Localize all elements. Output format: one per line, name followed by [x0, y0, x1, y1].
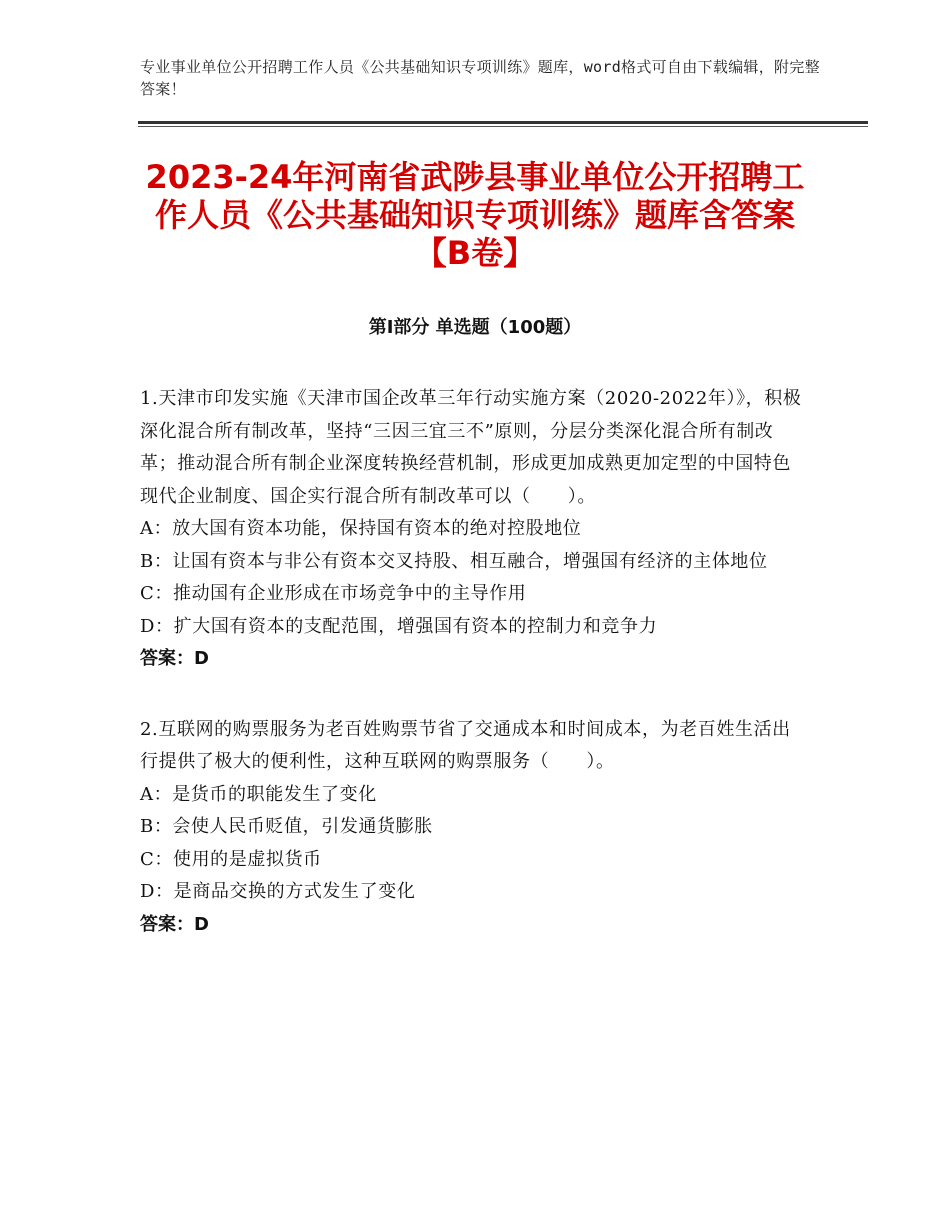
document-title: 2023-24年河南省武陟县事业单位公开招聘工作人员《公共基础知识专项训练》题库含答案【B卷】 [145, 158, 805, 272]
option-d: D：是商品交换的方式发生了变化 [140, 881, 416, 902]
header-rule-thick [138, 121, 868, 124]
question-1 [140, 383, 808, 676]
question-list [140, 383, 808, 979]
option-c: C：推动国有企业形成在市场竞争中的主导作用 [140, 583, 527, 604]
section-title: 第Ⅰ部分 单选题（100题） [368, 317, 582, 338]
option-b: B：会使人民币贬值，引发通货膨胀 [140, 816, 433, 837]
option-a: A：是货币的职能发生了变化 [140, 783, 377, 805]
option-d: D：扩大国有资本的支配范围，增强国有资本的控制力和竞争力 [140, 615, 658, 637]
question-2 [140, 714, 808, 942]
answer: 答案：D [140, 648, 209, 669]
answer: 答案：D [140, 913, 209, 935]
question-stem: 1.天津市印发实施《天津市国企改革三年行动实施方案（2020-2022年）》，积极深化混合所有制改革，坚持“三因三宜三不”原则，分层分类深化混合所有制改革；推动混合所有制企业深度转换经营机制，形成更加成熟更加定型的中国特色现代企业制度、国企实行混合所有制改革可以（ ）。 [140, 388, 802, 507]
option-b: B：让国有资本与非公有资本交叉持股、相互融合，增强国有经济的主体地位 [140, 550, 768, 572]
option-c: C：使用的是虚拟货币 [140, 848, 322, 870]
header-note: 专业事业单位公开招聘工作人员《公共基础知识专项训练》题库，word格式可自由下载编辑，附完整答案！ [140, 58, 820, 98]
question-stem: 2.互联网的购票服务为老百姓购票节省了交通成本和时间成本，为老百姓生活出行提供了极大的便利性，这种互联网的购票服务（ ）。 [140, 718, 791, 772]
option-a: A：放大国有资本功能，保持国有资本的绝对控股地位 [140, 518, 582, 539]
header-rule-thin [138, 126, 868, 127]
